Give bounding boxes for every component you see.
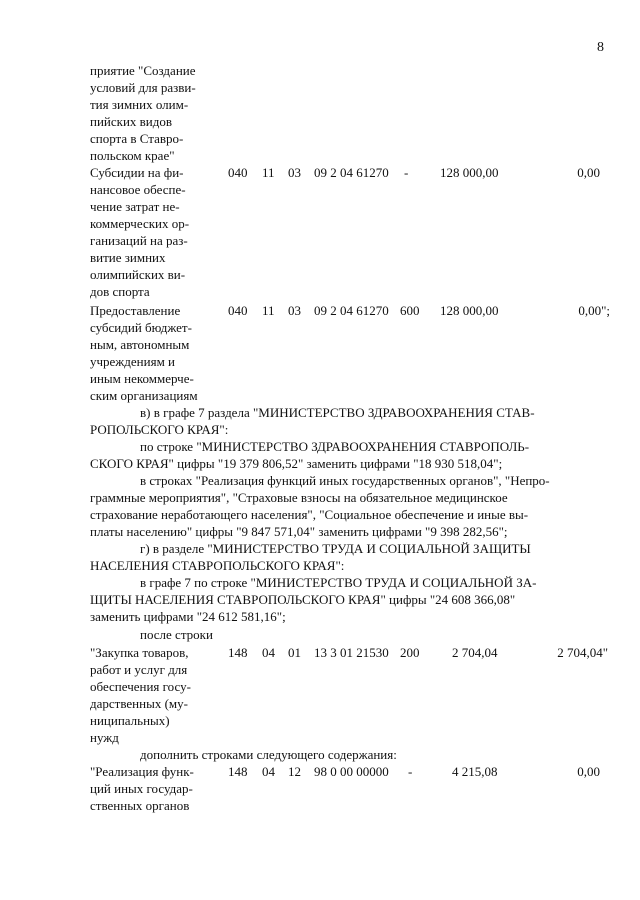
cell-vr: 200 <box>400 645 420 660</box>
para-str2-line2: граммные мероприятия", "Страховые взносы на обязательное медицинское <box>90 490 508 505</box>
cell-rz: 11 <box>262 303 275 318</box>
cell-pr: 03 <box>288 303 301 318</box>
row-name: Субсидии на фи- нансовое обеспе- чение затрат не- коммерческих ор- ганизаций на раз- витие зимних олимпийских ви- дов спорта <box>90 165 190 299</box>
cell-sum1: 4 215,08 <box>452 764 498 779</box>
cell-csr: 09 2 04 61270 <box>314 165 389 180</box>
para-g3-line1: в графе 7 по строке "МИНИСТЕРСТВО ТРУДА И СОЦИАЛЬНОЙ ЗА- <box>140 575 537 590</box>
para-str1-line2: СКОГО КРАЯ" цифры "19 379 806,52" заменить цифрами "18 930 518,04"; <box>90 456 503 471</box>
cell-sum2: 0,00 <box>577 165 600 180</box>
cell-vr: 600 <box>400 303 420 318</box>
para-add: дополнить строками следующего содержания: <box>140 747 397 762</box>
para-v-line2: РОПОЛЬСКОГО КРАЯ": <box>90 422 229 437</box>
para-after: после строки <box>140 627 213 642</box>
cell-sum1: 2 704,04 <box>452 645 498 660</box>
page-number: 8 <box>597 40 604 55</box>
cell-vr: - <box>404 165 409 180</box>
cell-min: 148 <box>228 764 248 779</box>
cell-min: 148 <box>228 645 248 660</box>
cell-csr: 09 2 04 61270 <box>314 303 389 318</box>
cell-pr: 03 <box>288 165 301 180</box>
cell-rz: 11 <box>262 165 275 180</box>
para-str2-line1: в строках "Реализация функций иных государственных органов", "Непро- <box>140 473 550 488</box>
cell-sum2: 2 704,04" <box>557 645 608 660</box>
cell-vr: - <box>408 764 413 779</box>
para-v-line1: в) в графе 7 раздела "МИНИСТЕРСТВО ЗДРАВООХРАНЕНИЯ СТАВ- <box>140 405 535 420</box>
para-str2-line4: платы населению" цифры "9 847 571,04" заменить цифрами "9 398 282,56"; <box>90 524 508 539</box>
para-g3-line2: ЩИТЫ НАСЕЛЕНИЯ СТАВРОПОЛЬСКОГО КРАЯ" цифры "24 608 366,08" <box>90 592 516 607</box>
row-name: "Закупка товаров, работ и услуг для обеспечения госу- дарственных (му- ниципальных) нужд <box>90 645 191 745</box>
cell-sum2: 0,00"; <box>578 303 610 318</box>
para-g-line2: НАСЕЛЕНИЯ СТАВРОПОЛЬСКОГО КРАЯ": <box>90 558 345 573</box>
cell-rz: 04 <box>262 764 275 779</box>
row-name: Предоставление субсидий бюджет- ным, автономным учреждениям и иным некоммерче- ским организациям <box>90 303 198 403</box>
cell-csr: 98 0 00 00000 <box>314 764 389 779</box>
cell-rz: 04 <box>262 645 275 660</box>
para-str2-line3: страхование неработающего населения", "Социальное обеспечение и иные вы- <box>90 507 529 522</box>
cell-min: 040 <box>228 165 248 180</box>
para-str1-line1: по строке "МИНИСТЕРСТВО ЗДРАВООХРАНЕНИЯ СТАВРОПОЛЬ- <box>140 439 530 454</box>
cell-min: 040 <box>228 303 248 318</box>
cell-sum1: 128 000,00 <box>440 165 499 180</box>
para-g-line1: г) в разделе "МИНИСТЕРСТВО ТРУДА И СОЦИАЛЬНОЙ ЗАЩИТЫ <box>140 541 531 556</box>
cell-pr: 01 <box>288 645 301 660</box>
cell-csr: 13 3 01 21530 <box>314 645 389 660</box>
para-g3-line3: заменить цифрами "24 612 581,16"; <box>90 609 286 624</box>
row-name: приятие "Создание условий для разви- тия зимних олим- пийских видов спорта в Ставро- польском крае" <box>90 63 196 163</box>
row-name: "Реализация функ- ций иных государ- ственных органов <box>90 764 194 813</box>
cell-pr: 12 <box>288 764 301 779</box>
cell-sum1: 128 000,00 <box>440 303 499 318</box>
cell-sum2: 0,00 <box>577 764 600 779</box>
